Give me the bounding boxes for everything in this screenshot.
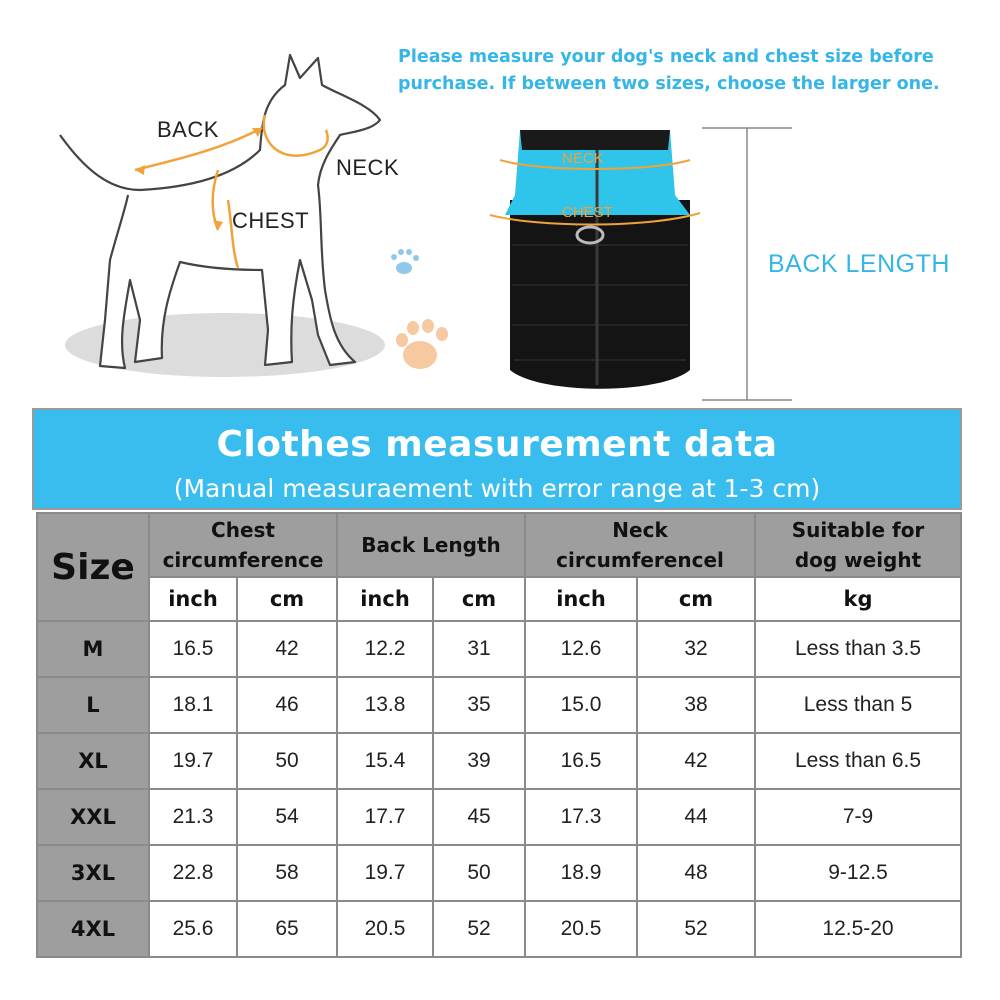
- cell-weight-kg: 9-12.5: [755, 845, 961, 901]
- chest-header: [149, 513, 337, 577]
- size-cell: XL: [37, 733, 149, 789]
- cell-back-inch: 19.7: [337, 845, 433, 901]
- cell-chest-cm: 46: [237, 677, 337, 733]
- table-banner: [32, 408, 962, 510]
- table-title: Clothes measurement data: [216, 424, 778, 465]
- cell-weight-kg: Less than 5: [755, 677, 961, 733]
- size-cell: 4XL: [37, 901, 149, 957]
- cell-back-inch: 15.4: [337, 733, 433, 789]
- chest-header-line1: Chest: [211, 518, 275, 542]
- cell-chest-cm: 58: [237, 845, 337, 901]
- table-row: [37, 621, 961, 677]
- cell-neck-inch: 16.5: [525, 733, 637, 789]
- cell-back-cm: 39: [433, 733, 525, 789]
- vest-neck-label: NECK: [562, 150, 604, 167]
- cell-chest-inch: 25.6: [149, 901, 237, 957]
- cell-neck-cm: 48: [637, 845, 755, 901]
- unit-back-inch: inch: [337, 577, 433, 621]
- cell-back-cm: 52: [433, 901, 525, 957]
- dog-neck-label: NECK: [336, 155, 400, 180]
- weight-header: [755, 513, 961, 577]
- unit-weight-kg: kg: [755, 577, 961, 621]
- size-column-header: Size: [37, 513, 149, 621]
- back-length-header-line1: Back Length: [361, 533, 501, 557]
- chest-header-line2: circumference: [162, 548, 324, 572]
- measure-notice: Please measure your dog's neck and chest size before purchase. If between two sizes, choose the larger one.: [398, 47, 940, 94]
- unit-chest-inch: inch: [149, 577, 237, 621]
- size-table: [36, 512, 962, 958]
- back-arrow-tail-icon: [135, 165, 145, 175]
- cell-back-inch: 13.8: [337, 677, 433, 733]
- cell-neck-cm: 44: [637, 789, 755, 845]
- table-row: [37, 789, 961, 845]
- cell-weight-kg: Less than 6.5: [755, 733, 961, 789]
- unit-back-cm: cm: [433, 577, 525, 621]
- table-row: [37, 845, 961, 901]
- unit-neck-cm: cm: [637, 577, 755, 621]
- size-cell: XXL: [37, 789, 149, 845]
- size-cell: L: [37, 677, 149, 733]
- unit-chest-cm: cm: [237, 577, 337, 621]
- cell-back-inch: 20.5: [337, 901, 433, 957]
- cell-neck-inch: 12.6: [525, 621, 637, 677]
- cell-back-cm: 45: [433, 789, 525, 845]
- cell-neck-inch: 17.3: [525, 789, 637, 845]
- size-cell: 3XL: [37, 845, 149, 901]
- cell-chest-inch: 16.5: [149, 621, 237, 677]
- cell-neck-cm: 52: [637, 901, 755, 957]
- cell-back-cm: 35: [433, 677, 525, 733]
- cell-chest-cm: 42: [237, 621, 337, 677]
- cell-weight-kg: 7-9: [755, 789, 961, 845]
- cell-weight-kg: Less than 3.5: [755, 621, 961, 677]
- cell-chest-inch: 21.3: [149, 789, 237, 845]
- cell-chest-inch: 18.1: [149, 677, 237, 733]
- paw-print-large-icon: [396, 319, 448, 369]
- weight-header-line2: dog weight: [794, 548, 922, 572]
- cell-chest-cm: 65: [237, 901, 337, 957]
- cell-chest-inch: 19.7: [149, 733, 237, 789]
- dog-back-label: BACK: [157, 117, 219, 142]
- vest-chest-label: CHEST: [562, 204, 613, 221]
- unit-neck-inch: inch: [525, 577, 637, 621]
- cell-back-inch: 12.2: [337, 621, 433, 677]
- cell-neck-cm: 42: [637, 733, 755, 789]
- cell-chest-cm: 54: [237, 789, 337, 845]
- unit-row: [37, 577, 961, 621]
- size-cell: M: [37, 621, 149, 677]
- cell-neck-inch: 18.9: [525, 845, 637, 901]
- cell-chest-cm: 50: [237, 733, 337, 789]
- neck-header-line1: Neck: [612, 518, 668, 542]
- neck-header: [525, 513, 755, 577]
- table-row: [37, 901, 961, 957]
- cell-weight-kg: 12.5-20: [755, 901, 961, 957]
- size-chart: [32, 408, 962, 968]
- back-length-label: BACK LENGTH: [768, 250, 950, 278]
- weight-header-line1: Suitable for: [791, 518, 925, 542]
- table-row: [37, 733, 961, 789]
- cell-back-cm: 31: [433, 621, 525, 677]
- cell-neck-cm: 38: [637, 677, 755, 733]
- paw-print-small-icon: [391, 249, 419, 274]
- table-subtitle: (Manual measuraement with error range at 1-3 cm): [173, 474, 821, 503]
- cell-back-inch: 17.7: [337, 789, 433, 845]
- neck-header-line2: circumferencel: [556, 548, 724, 572]
- cell-neck-inch: 15.0: [525, 677, 637, 733]
- cell-chest-inch: 22.8: [149, 845, 237, 901]
- back-length-header: [337, 513, 525, 577]
- cell-neck-inch: 20.5: [525, 901, 637, 957]
- table-row: [37, 677, 961, 733]
- dog-chest-label: CHEST: [232, 208, 310, 233]
- cell-neck-cm: 32: [637, 621, 755, 677]
- cell-back-cm: 50: [433, 845, 525, 901]
